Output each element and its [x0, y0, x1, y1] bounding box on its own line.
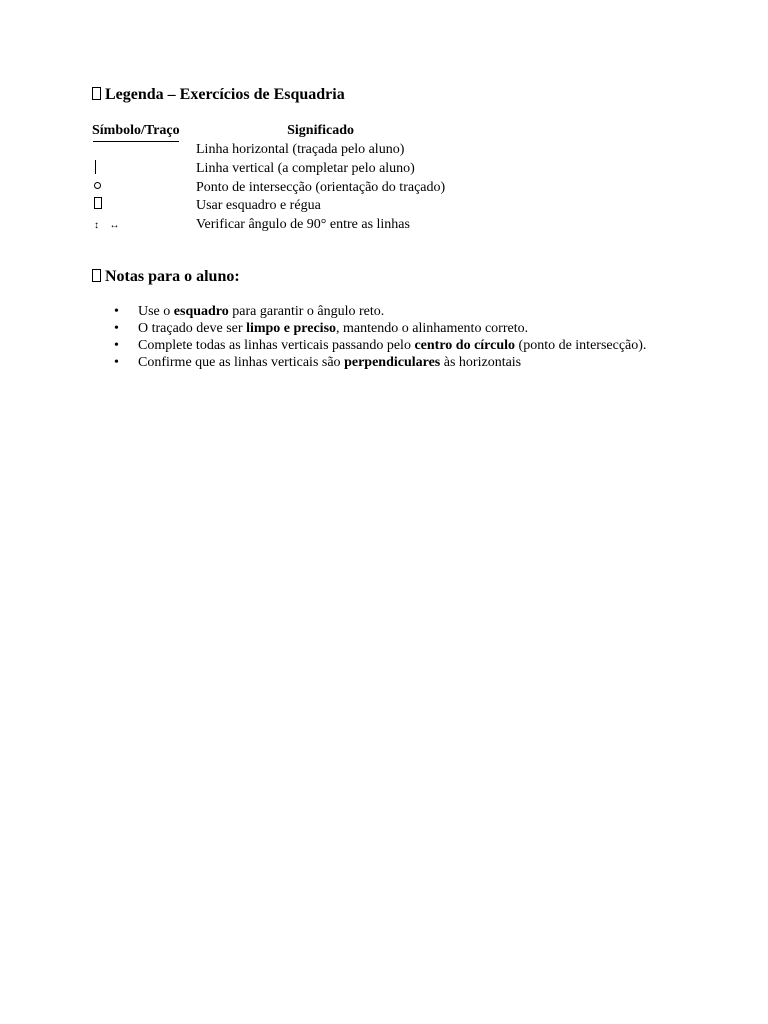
notes-list — [92, 303, 652, 371]
note-bold: perpendiculares — [344, 355, 441, 370]
vertical-line-icon — [95, 160, 96, 174]
note-text: às horizontais — [440, 355, 522, 370]
notes-heading — [92, 268, 240, 286]
note-text: O traçado deve ser — [138, 321, 247, 336]
horizontal-line-icon — [93, 141, 179, 142]
note-text: para garantir o ângulo reto. — [228, 304, 385, 319]
note-bold: esquadro — [173, 304, 229, 319]
legend-row — [92, 141, 445, 161]
legend-row — [92, 160, 445, 179]
note-text: Complete todas as linhas verticais passando pelo — [138, 338, 415, 353]
legend-col-symbol: Símbolo/Traço — [92, 123, 180, 138]
legend-meaning: Linha horizontal (traçada pelo aluno) — [196, 141, 405, 157]
list-item — [114, 337, 652, 354]
legend-table — [92, 122, 445, 235]
right-angle-arrows-icon: ↕ ↔ — [94, 219, 124, 231]
list-item — [114, 303, 652, 320]
notes-title: Notas para o aluno: — [105, 268, 240, 285]
legend-col-meaning: Significado — [287, 123, 355, 138]
legend-symbol-cell — [92, 160, 196, 179]
legend-meaning: Usar esquadro e régua — [196, 198, 321, 213]
note-text: , mantendo o alinhamento correto. — [336, 321, 529, 336]
legend-symbol-cell — [92, 216, 196, 236]
legend-symbol-cell — [92, 141, 196, 161]
note-text: Use o — [138, 304, 174, 319]
legend-symbol-cell — [92, 197, 196, 216]
circle-icon — [94, 182, 101, 189]
list-item — [114, 320, 652, 337]
bullet-icon: • — [114, 321, 119, 336]
legend-symbol-cell — [92, 179, 196, 198]
legend-meaning: Ponto de intersecção (orientação do traçado) — [196, 179, 446, 195]
note-text: (ponto de intersecção). — [515, 338, 647, 353]
legend-row — [92, 216, 445, 236]
note-bold: limpo e preciso — [246, 321, 337, 336]
legend-meaning: Verificar ângulo de 90° entre as linhas — [196, 216, 410, 232]
box-glyph-icon — [92, 87, 101, 100]
note-text: Confirme que as linhas verticais são — [138, 355, 345, 370]
legend-header-row — [92, 122, 445, 141]
set-square-icon — [94, 197, 102, 209]
bullet-icon: • — [114, 304, 119, 319]
note-bold: centro do círculo — [414, 338, 516, 353]
legend-heading — [92, 86, 345, 104]
legend-meaning: Linha vertical (a completar pelo aluno) — [196, 161, 415, 176]
legend-row — [92, 197, 445, 216]
legend-title: Legenda – Exercícios de Esquadria — [105, 86, 345, 103]
bullet-icon: • — [114, 355, 119, 370]
list-item — [114, 354, 652, 371]
box-glyph-icon — [92, 269, 101, 282]
legend-row — [92, 179, 445, 198]
bullet-icon: • — [114, 338, 119, 353]
